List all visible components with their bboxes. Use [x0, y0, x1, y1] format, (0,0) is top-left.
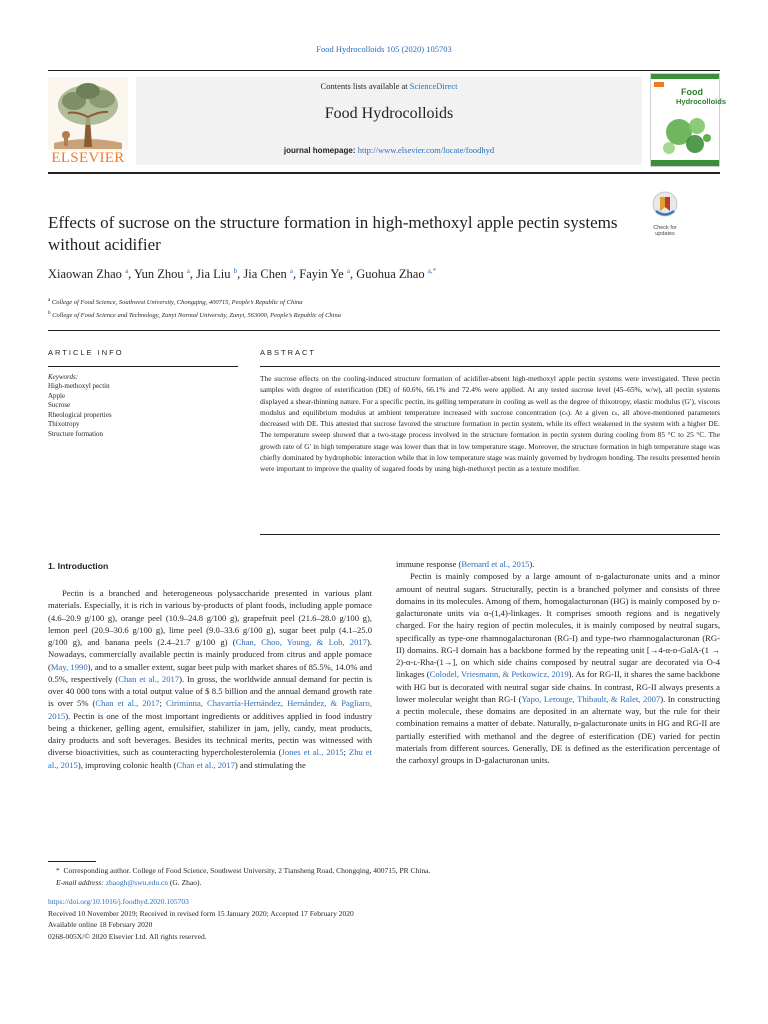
text-run: ; [159, 698, 166, 709]
text-run: ). Pectin is one of the most important ingredients or additives applied in food industry being a thickener, gelling agent, emulsifier, stabilizer in jam, jelly, candy, meat products, dairy products and soft beverages. Besides its technical merits, pectin was witnessed with diverse bioactivities, such as counteracting hypercholesterolemia ( [48, 710, 372, 758]
cover-title-line1: Food [681, 87, 703, 97]
affiliation-marker: a [48, 298, 51, 303]
email-note [48, 877, 720, 889]
journal-cover[interactable] [650, 73, 727, 167]
keyword: Rheological properties [48, 410, 112, 419]
author [299, 267, 350, 281]
text-run: ), and to a smaller extent, sugar beet pulp with market shares of 85.5%, 14.0% and 0.5%, respectively ( [48, 661, 373, 684]
corresponding-text: Corresponding author. College of Food Science, Southwest University, 2 Tiansheng Road, Chongqing, 400715, PR China. [63, 866, 431, 875]
footnote-marker: * [56, 866, 60, 875]
masthead-center [136, 77, 642, 165]
text-run: immune response ( [396, 559, 462, 569]
sciencedirect-link[interactable]: ScienceDirect [409, 81, 458, 91]
author-name: Jia Chen [243, 267, 287, 282]
citation-link[interactable]: Chan et al., 2017 [176, 759, 235, 770]
crossmark-label-line1: Check for [653, 225, 677, 231]
contents-prefix: Contents lists available at [320, 81, 410, 91]
article-info-rule [48, 366, 238, 367]
keyword: Thixotropy [48, 420, 80, 429]
crossmark-label [645, 225, 685, 237]
author-name: Jia Liu [196, 267, 231, 282]
citation-link[interactable]: Ciriminna, Chavarría-Hernández, Hernández, & Pagliaro, 2015 [48, 698, 372, 721]
publication-info [48, 896, 720, 942]
citation-link[interactable]: Chan et al., 2017 [95, 698, 160, 709]
check-for-updates-badge[interactable] [645, 191, 685, 237]
citation-link[interactable]: Bernard et al., 2015 [461, 559, 530, 569]
author-name: Xiaowan Zhao [48, 267, 122, 282]
corresponding-author-note [48, 865, 720, 877]
text-run: ). As for RG-II, it shares the same backbone with HG but is decorated with neutral sugar side chains. In contrast, RG-II always presents a lower molecular weight than RG-I ( [396, 669, 720, 704]
affiliation [48, 295, 720, 308]
abstract-rule [260, 366, 720, 367]
section-rule [48, 330, 720, 331]
abstract [260, 348, 720, 475]
available-online: Available online 18 February 2020 [48, 920, 153, 929]
crossmark-icon [652, 191, 678, 219]
intro-heading: 1. Introduction [48, 561, 109, 571]
intro-paragraph-continued [396, 558, 720, 570]
journal-cover-image [651, 74, 727, 166]
author [356, 267, 436, 281]
body-column-right [396, 558, 720, 766]
citation-link[interactable]: Chan et al., 2017 [118, 673, 180, 684]
masthead [48, 70, 727, 170]
abstract-text: The sucrose effects on the cooling-induced structure formation of acidifier-absent high-methoxyl apple pectin systems were investigated. Three pectin samples with degree of esterification (DE) of 60.6%, 66.1% and 72.4% were applied. At any tested sucrose level (45–65%, w/w), all pectin systems displayed a shear-thinning nature. For a specific pectin, its gelling temperature in cooling as well as the degree of thixotropy, elastic modulus (G′), viscous modulus and equilibrium modulus at ambient temperature increased with sucrose concentration (cₛ). At a given cₛ, all above-mentioned parameters decreased with DE. This attested that sucrose favored the structure formation in pectin system, while its effect weakened in the system with a higher DE. The temperature sweep showed that a two-stage process involved in the structure formation in pectin system during cooling from 85 °C to 25 °C. The growth rate of G′ in high temperature stage was lower than that in low temperature stage. Moreover, the structure formation in high temperature stage was chiefly dominated by hydrophobic interaction while that in low temperature stage was mainly governed by hydrogen bonding. The results presented herein were important to improve the quality of sugared foods by using high-methoxyl pectin as a texture modifier. [260, 374, 720, 474]
footnote-rule [48, 861, 96, 862]
article-info-heading: ARTICLE INFO [48, 348, 124, 357]
cover-title-line2: Hydrocolloids [676, 97, 727, 106]
homepage-line [136, 145, 642, 155]
elsevier-tree-icon [48, 77, 128, 151]
text-run: ). [529, 559, 535, 569]
contents-line [136, 81, 642, 91]
affiliation-text: College of Food Science, Southwest University, Chongqing, 400715, People’s Republic of China [51, 299, 303, 307]
author-affiliation-marker[interactable]: a [346, 267, 350, 275]
author [134, 267, 190, 281]
article-title: Effects of sucrose on the structure formation in high-methoxyl apple pectin systems without acidifier [48, 213, 618, 254]
author-name: Yun Zhou [133, 267, 184, 282]
homepage-link[interactable]: http://www.elsevier.com/locate/foodhyd [357, 145, 495, 155]
text-run: ) and stimulating the [234, 759, 306, 770]
copyright-line: 0268-005X/© 2020 Elsevier Ltd. All rights reserved. [48, 931, 207, 941]
masthead-rule [48, 172, 720, 174]
intro-paragraph-2 [396, 570, 720, 766]
footnotes [48, 865, 720, 889]
elsevier-logo [48, 77, 128, 169]
citation-link[interactable]: Colodel, Vriesmann, & Petkowicz, 2019 [429, 669, 569, 680]
text-run: Pectin is mainly composed by a large amount of ᴅ-galacturonate units and a minor amount of neutral sugars. Structurally, pectin is a branched polymer and consists of three domains in its molecules. Among of them, homogalacturonan (HG) is mainly composed by ᴅ-galacturonate units via α-(1,4)-linkages. It comprises smooth regions and is negatively charged. For the hairy region of pectin molecules, it is mainly composed by neutral sugars, specifically as type-one rhamnogalacturonan (RG-I) and type-two rhamnogalacturonan (RG-II) domains. RG-I domain has a backbone formed by the repeating unit [→4-α-ᴅ-GalA-(1 → 2)-α-ʟ-Rha-(1→], on which side chains composed by neutral sugar are decorated via O-4 linkages ( [396, 571, 720, 680]
article-info [48, 348, 238, 440]
citation-link[interactable]: Yapo, Lerouge, Thibault, & Ralet, 2007 [521, 693, 661, 704]
text-run: ; [343, 747, 349, 758]
intro-paragraph-1 [48, 587, 372, 771]
author-affiliation-marker[interactable]: a [125, 267, 129, 275]
publisher-wordmark: ELSEVIER [51, 150, 125, 166]
crossmark-label-line2: updates [655, 231, 675, 237]
author-affiliation-marker[interactable]: a [289, 267, 293, 275]
keyword-list [48, 382, 238, 440]
author-name: Fayin Ye [299, 267, 344, 282]
body-column-left [48, 587, 372, 771]
author-affiliation-marker[interactable]: a,* [427, 267, 437, 275]
affiliation-text: College of Food Science and Technology, Zunyi Normal University, Zunyi, 563000, People’s Republic of China [52, 312, 341, 320]
affiliation-list [48, 295, 720, 321]
author [48, 267, 128, 281]
keyword: Structure formation [48, 429, 104, 438]
journal-reference[interactable] [0, 44, 768, 54]
citation-link[interactable]: May, 1990 [50, 661, 88, 672]
citation-link[interactable]: Jones et al., 2015 [281, 747, 344, 758]
text-run: Pectin is a branched and heterogeneous polysaccharide presented in various plant materials. Especially, it is rich in various by-products of plant foods, including apple pomace (4.6–20.9 g/100 g), orange peel (10.9–24.8 g/100 g), grapefruit peel (21.6–28.0 g/100 g), lemon peel (20.9–30.6 g/100 g), lime peel (9.0–33.6 g/100 g), sugar beet pulp (4.1–25.0 g/100 g), and banana peels (2.4–21.7 g/100 g) ( [48, 588, 372, 647]
author-list: Xiaowan Zhao $^a$, Yun Zhou $^a$, Jia Liu $^b$, Jia Chen $^a$, Fayin Ye $^a$, Guohua Zhao $^{a,*}$ [48, 267, 437, 282]
abstract-heading: ABSTRACT [260, 348, 317, 357]
email-suffix: (G. Zhao). [168, 878, 202, 887]
affiliation-marker: b [48, 311, 51, 317]
homepage-label: journal homepage: [283, 146, 358, 155]
author [196, 267, 237, 281]
author-affiliation-marker[interactable]: b [233, 267, 238, 275]
text-run: ), improving colonic health ( [77, 759, 177, 770]
affiliation [48, 308, 720, 321]
journal-ref-link[interactable]: Food Hydrocolloids 105 (2020) 105703 [316, 44, 452, 54]
doi-link[interactable]: https://doi.org/10.1016/j.foodhyd.2020.105703 [48, 897, 189, 906]
keyword: Sucrose [48, 401, 71, 410]
text-run: ). In constructing a pectin molecule, these domains are deposited in an alternate way, but the rule for their combination remains a matter of debate. Naturally, ᴅ-galacturonate units in HG and RG-II are partially esterified with methanol and the degree of esterification (DE) varied for pectin materials from different sources. Generally, DE is defined as the esterification percentage of the carboxyl groups in D-galacturonan units. [396, 693, 720, 765]
author [243, 267, 293, 281]
citation-link[interactable]: Zhu et al., 2015 [48, 747, 373, 770]
author-name: Guohua Zhao [356, 267, 425, 282]
text-run: ). In gross, the worldwide annual demand for pectin is over 40 000 tons with a total output value of $ 8.5 billion and the annual demand growth rate is over 5% ( [48, 673, 372, 709]
text-run: ). Nowadays, commercially available pectin is mainly produced from citrus and apple pomace ( [48, 637, 372, 672]
abstract-bottom-rule [260, 534, 720, 535]
received-dates: Received 10 November 2019; Received in revised form 15 January 2020; Accepted 17 February 2020 [48, 908, 354, 918]
journal-title: Food Hydrocolloids [324, 105, 454, 122]
keyword: Apple [48, 391, 66, 400]
author-affiliation-marker[interactable]: a [186, 267, 190, 275]
email-label: E-mail address: [56, 878, 104, 887]
citation-link[interactable]: Chan, Choo, Young, & Loh, 2017 [235, 637, 367, 647]
keywords-label: Keywords: [48, 373, 79, 381]
email-link[interactable]: zhaogh@swu.edu.cn [105, 878, 169, 887]
keyword: High-methoxyl pectin [48, 382, 110, 390]
